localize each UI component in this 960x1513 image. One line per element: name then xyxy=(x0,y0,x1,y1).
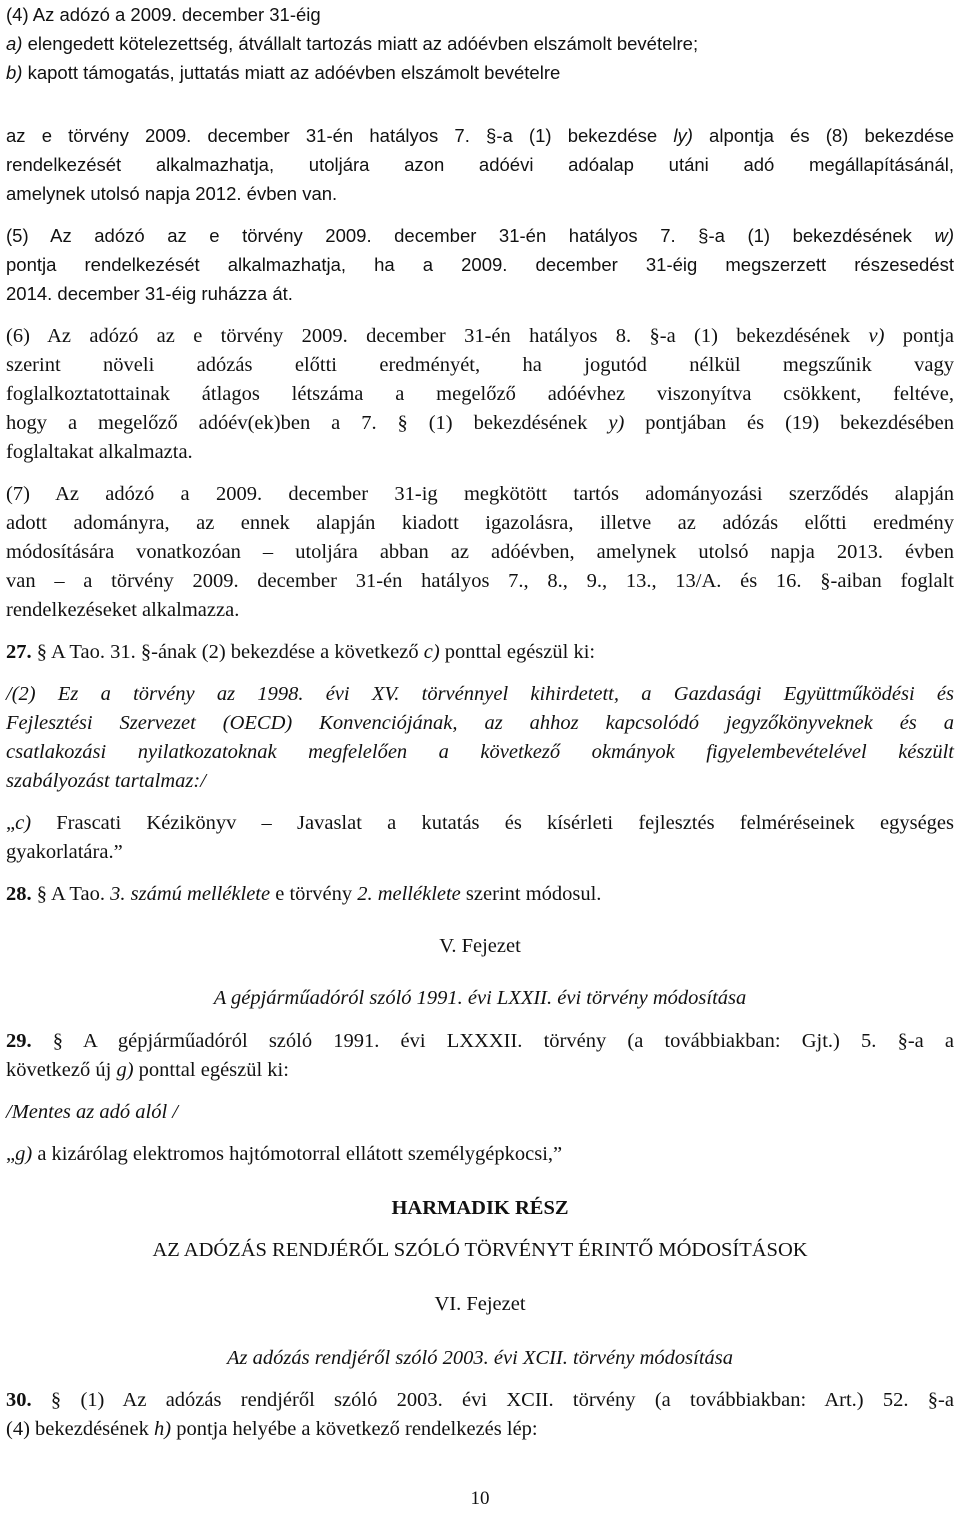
line xyxy=(6,738,954,767)
line xyxy=(6,1236,954,1265)
text-run: gyakorlatára.” xyxy=(6,841,123,863)
text-run: § (1) Az adózás rendjéről szóló 2003. évi XCII. törvény (a továbbiakban: Art.) 52. §-a xyxy=(31,1389,954,1411)
text-run: (4) Az adózó a 2009. december 31-éig xyxy=(6,4,321,25)
line xyxy=(6,680,954,709)
text-run: következő új xyxy=(6,1059,117,1081)
text-run: szabályozást tartalmaz:/ xyxy=(6,770,206,792)
line xyxy=(6,567,954,596)
text-run: (4) bekezdésének xyxy=(6,1418,154,1440)
text-run: szerint növeli adózás előtti eredményét, ha jogutód nélkül megszűnik vagy xyxy=(6,354,954,376)
text-run: V. Fejezet xyxy=(439,935,521,957)
line xyxy=(6,0,954,29)
text-run: § A Tao. xyxy=(31,883,111,905)
text-run: /Mentes az adó alól / xyxy=(6,1101,178,1123)
line xyxy=(6,984,954,1013)
text-run: Az adózás rendjéről szóló 2003. évi XCII. törvény módosítása xyxy=(226,1347,733,1369)
text-run: kapott támogatás, juttatás miatt az adóévben elszámolt bevételre xyxy=(22,62,561,83)
text-run: rendelkezését alkalmazhatja, utoljára azon adóévi adóalap utáni adó megállapításánál, xyxy=(6,154,954,175)
line xyxy=(6,538,954,567)
text-run: pontja xyxy=(884,325,954,347)
text-run: „ xyxy=(6,1143,16,1165)
text-run: 2. melléklete xyxy=(357,883,461,905)
text-run: pontja helyébe a következő rendelkezés lép: xyxy=(171,1418,538,1440)
text-run: az e törvény 2009. december 31-én hatályos 7. xyxy=(6,125,487,146)
text-run: ponttal egészül ki: xyxy=(439,641,596,663)
text-run: HARMADIK RÉSZ xyxy=(391,1197,569,1219)
line xyxy=(6,809,954,838)
text-run: AZ ADÓZÁS RENDJÉRŐL SZÓLÓ TÖRVÉNYT ÉRINTŐ MÓDOSÍTÁSOK xyxy=(152,1239,808,1261)
text-run: foglaltakat alkalmazta. xyxy=(6,441,193,463)
line xyxy=(6,1056,954,1085)
line xyxy=(6,838,954,867)
text-run: foglalkoztatottainak átlagos létszáma a megelőző adóévhez viszonyítva csökkent, feltéve, xyxy=(6,383,954,405)
line xyxy=(6,932,954,961)
text-run: (6) Az adózó az e törvény 2009. december 31-én hatályos 8. §-a (1) bekezdésének xyxy=(6,325,869,347)
line xyxy=(6,58,954,87)
line xyxy=(6,1194,954,1223)
text-run: §-a (1) bekezdése xyxy=(486,125,674,146)
line xyxy=(6,1290,954,1319)
text-run: Fejlesztési Szervezet (OECD) Konvenciójának, az ahhoz kapcsolódó jegyzőkönyveknek és a xyxy=(6,712,954,734)
text-run: „ xyxy=(6,812,16,834)
text-run: 30. xyxy=(6,1389,32,1411)
text-run: e törvény xyxy=(270,883,358,905)
text-run: /(2) Ez a törvény az 1998. évi XV. törvénnyel kihirdetett, a Gazdasági Együttműködési és xyxy=(6,683,954,705)
text-run: (5) Az adózó az e törvény 2009. december 31-én hatályos 7. §-a (1) bekezdésének xyxy=(6,225,935,246)
line xyxy=(6,179,954,208)
text-run: 28. xyxy=(6,883,32,905)
text-run: amelynek utolsó napja 2012. évben van. xyxy=(6,183,338,204)
text-run: b) xyxy=(6,62,23,83)
text-run: A gépjárműadóról szóló 1991. évi LXXII. évi törvény módosítása xyxy=(213,987,747,1009)
text-run: alpontja és (8) bekezdése xyxy=(692,125,954,146)
line xyxy=(6,438,954,467)
line xyxy=(6,279,954,308)
text-run: csatlakozási nyilatkozatoknak megfelelően a következő okmányok figyelembevételével készült xyxy=(6,741,954,763)
line xyxy=(6,221,954,250)
line xyxy=(6,596,954,625)
line xyxy=(6,767,954,796)
page-number: 10 xyxy=(470,1488,490,1509)
text-run: hogy a megelőző adóév(ek)ben a 7. § (1) bekezdésének xyxy=(6,412,609,434)
line xyxy=(6,409,954,438)
text-run: ponttal egészül ki: xyxy=(133,1059,289,1081)
text-run: van – a törvény 2009. december 31-én hatályos 7., 8., 9., 13., 13/A. és 16. §-aiban foglalt xyxy=(6,570,954,592)
text-run: 29. xyxy=(6,1030,32,1052)
text-run: VI. Fejezet xyxy=(434,1293,526,1315)
text-run: g) xyxy=(116,1059,134,1081)
text-run: h) xyxy=(153,1418,172,1440)
line xyxy=(6,150,954,179)
text-run: g) xyxy=(15,1143,33,1165)
text-run: rendelkezéseket alkalmazza. xyxy=(6,599,240,621)
line xyxy=(6,1344,954,1373)
line xyxy=(6,1140,954,1169)
text-run: w) xyxy=(934,225,954,246)
line xyxy=(6,1098,954,1127)
text-run: c) xyxy=(15,812,32,834)
line xyxy=(6,880,954,909)
text-run: a kizárólag elektromos hajtómotorral ellátott személygépkocsi,” xyxy=(32,1143,563,1165)
line xyxy=(6,351,954,380)
text-run: 3. számú melléklete xyxy=(110,883,271,905)
text-run: pontjában és (19) bekezdésében xyxy=(624,412,954,434)
text-run: szerint módosul. xyxy=(460,883,602,905)
line xyxy=(6,380,954,409)
line xyxy=(6,1415,954,1444)
text-run: elengedett kötelezettség, átvállalt tartozás miatt az adóévben elszámolt bevételre; xyxy=(22,33,699,54)
text-run: 2014. december 31-éig ruházza át. xyxy=(6,283,293,304)
text-run: ly) xyxy=(673,125,693,146)
text-run: (7) Az adózó a 2009. december 31-ig megkötött tartós adományozási szerződés alapján xyxy=(6,483,954,505)
text-run: a) xyxy=(6,33,23,54)
text-run: pontja rendelkezését alkalmazhatja, ha a 2009. december 31-éig megszerzett részesedést xyxy=(6,254,954,275)
text-run: adott adományra, az ennek alapján kiadott igazolásra, illetve az adózás előtti eredmény xyxy=(6,512,954,534)
text-run: v) xyxy=(868,325,885,347)
text-run: § A Tao. 31. §-ának (2) bekezdése a következő xyxy=(31,641,424,663)
line xyxy=(6,250,954,279)
line xyxy=(6,638,954,667)
text-run: Frascati Kézikönyv – Javaslat a kutatás és kísérleti fejlesztés felméréseinek egységes xyxy=(31,812,954,834)
text-run: y) xyxy=(608,412,625,434)
line xyxy=(6,709,954,738)
line xyxy=(6,1027,954,1056)
text-run: módosítására vonatkozóan – utoljára abban az adóévben, amelynek utolsó napja 2013. évben xyxy=(6,541,954,563)
text-run: 27. xyxy=(6,641,32,663)
line xyxy=(6,480,954,509)
text-run: § A gépjárműadóról szóló 1991. évi LXXXII. törvény (a továbbiakban: Gjt.) 5. §-a a xyxy=(31,1030,954,1052)
line xyxy=(6,121,954,150)
line xyxy=(6,509,954,538)
line xyxy=(6,29,954,58)
text-run: c) xyxy=(423,641,440,663)
line xyxy=(6,322,954,351)
line xyxy=(6,1386,954,1415)
